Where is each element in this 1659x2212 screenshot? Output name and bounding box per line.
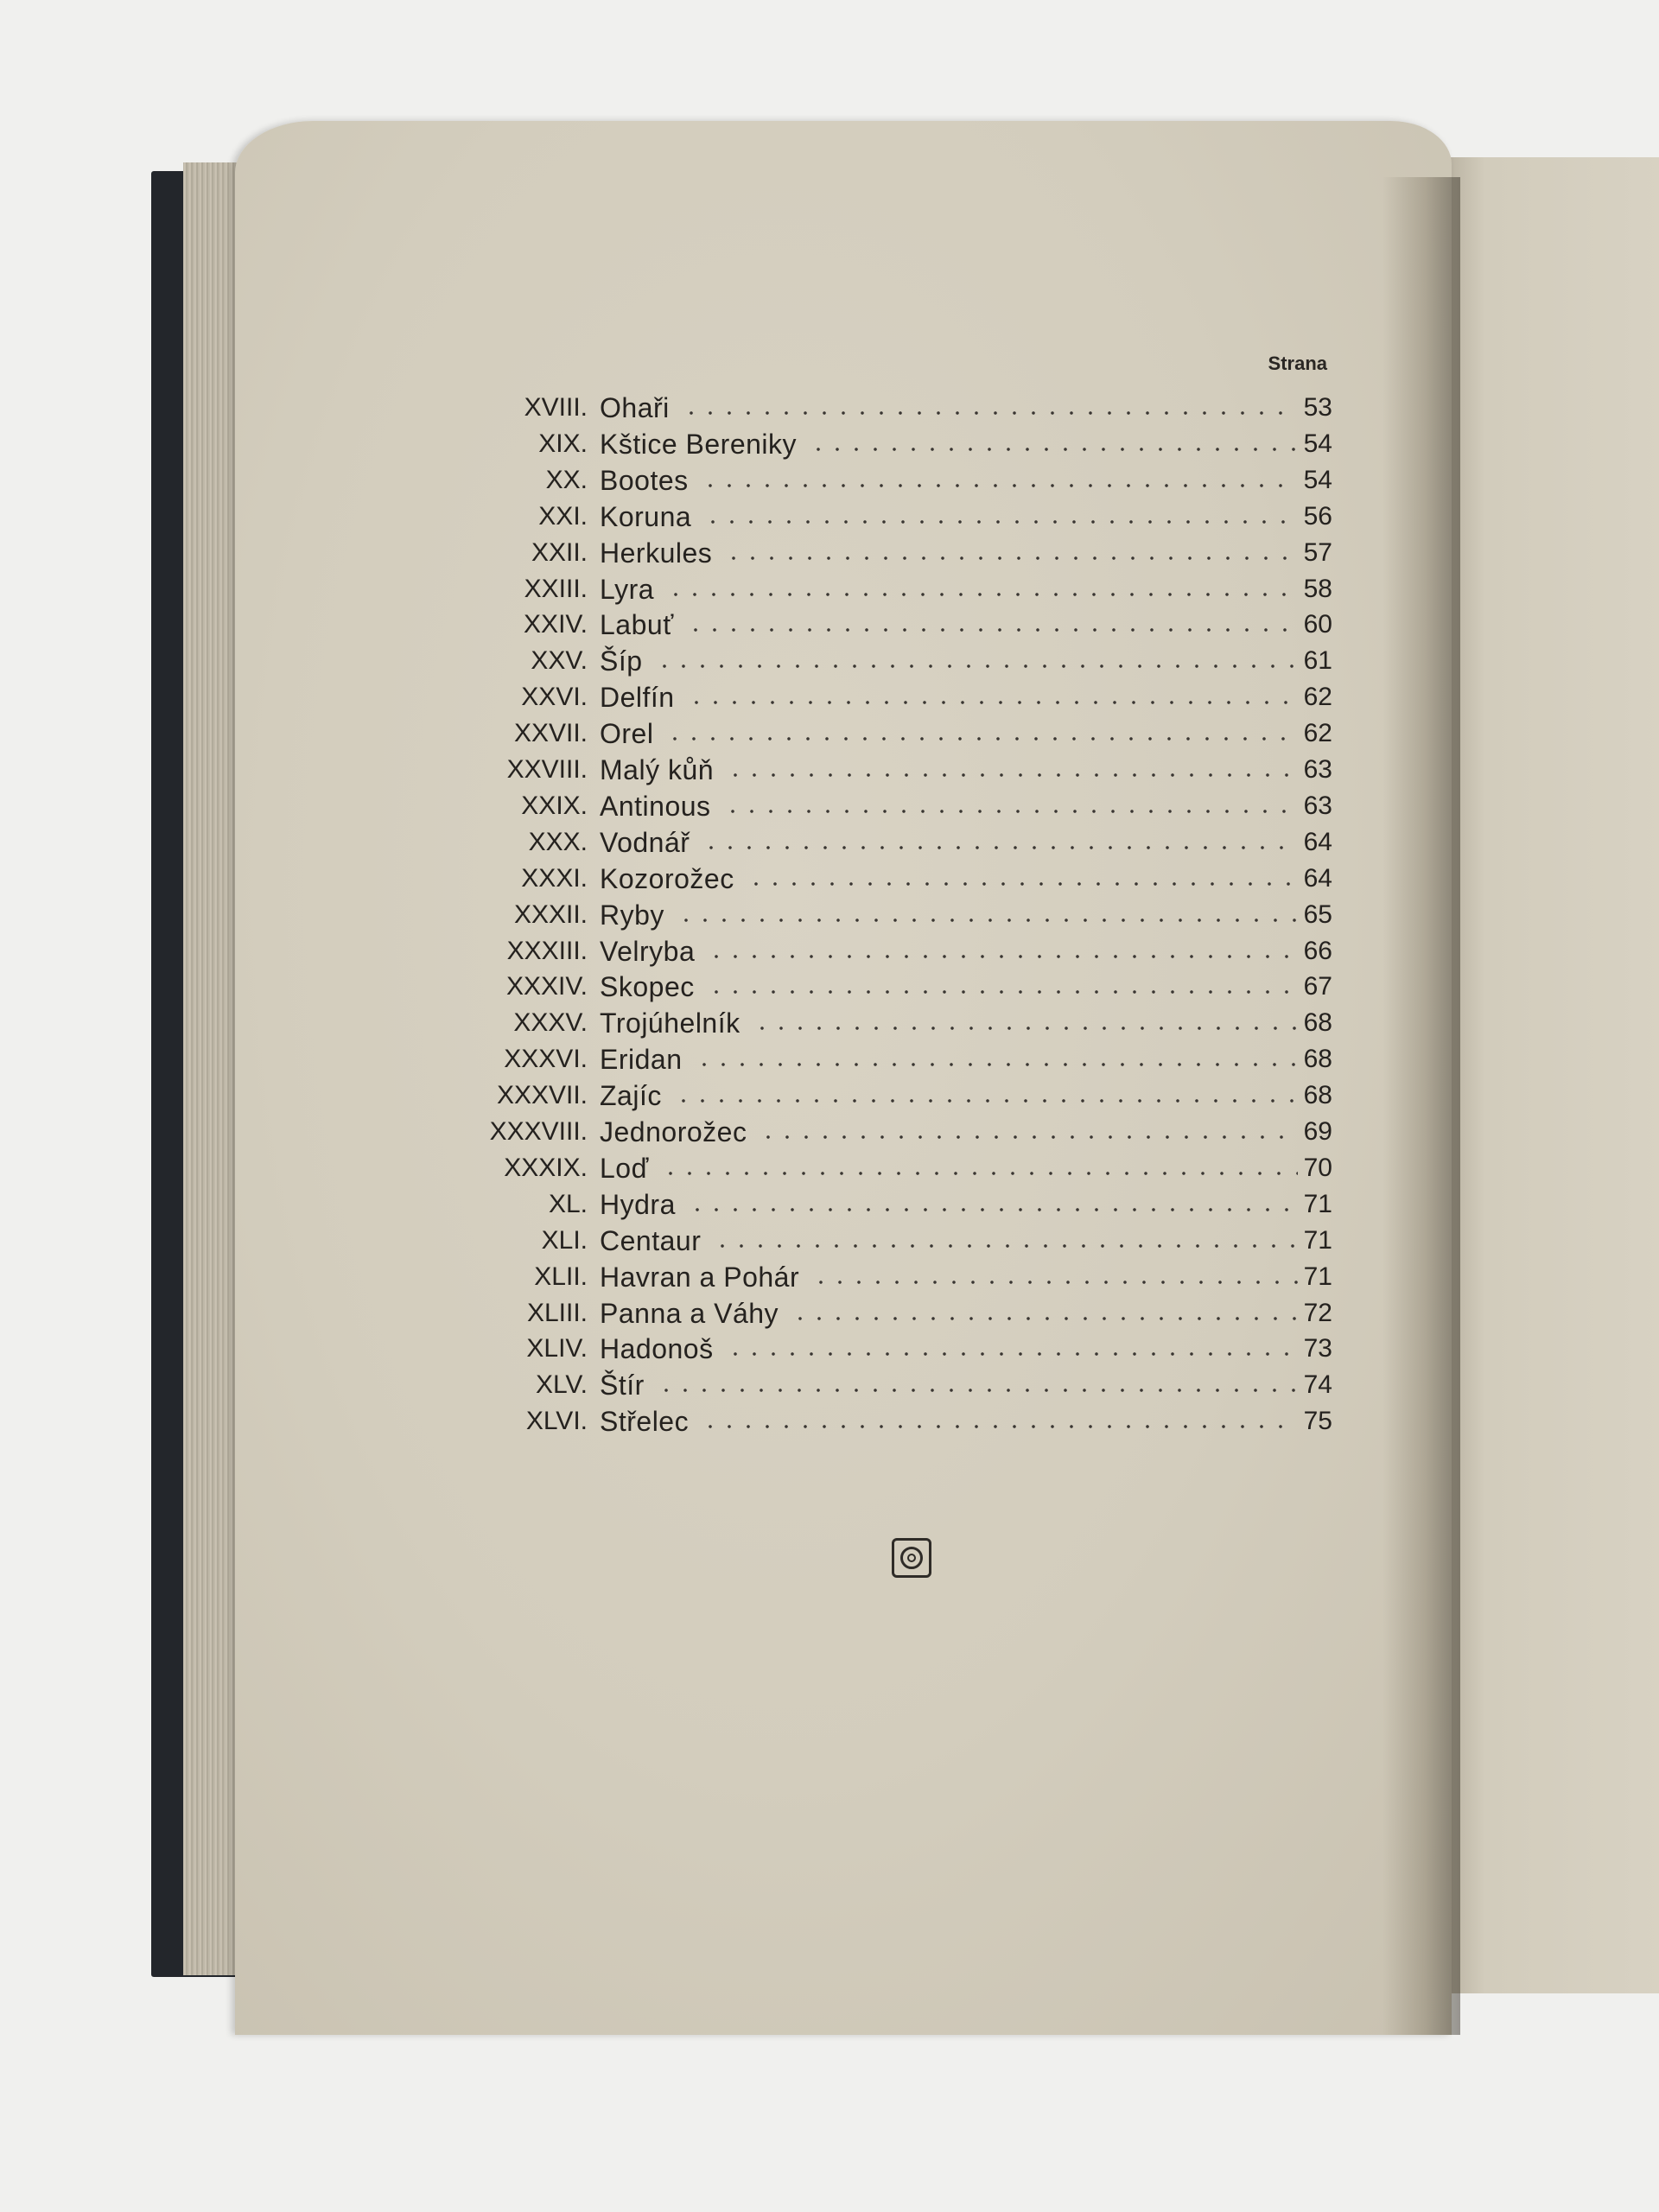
chapter-number: XLI. bbox=[541, 1225, 588, 1255]
chapter-number: XXX. bbox=[528, 827, 588, 856]
dot-leader bbox=[687, 701, 1298, 704]
page-number: 71 bbox=[1303, 1189, 1332, 1218]
dot-leader bbox=[674, 1099, 1298, 1103]
chapter-title: Koruna bbox=[600, 500, 692, 532]
toc-entry bbox=[0, 753, 1659, 787]
dot-leader bbox=[759, 1135, 1298, 1139]
chapter-number: XXXIX. bbox=[504, 1153, 588, 1182]
chapter-title: Lyra bbox=[600, 573, 655, 605]
dot-leader bbox=[701, 1425, 1298, 1428]
chapter-title: Bootes bbox=[600, 464, 689, 496]
chapter-number: XXXVII. bbox=[496, 1081, 588, 1110]
toc-entry bbox=[0, 680, 1659, 715]
chapter-title: Ryby bbox=[600, 899, 664, 931]
toc-entry bbox=[0, 1224, 1659, 1258]
chapter-number: XL. bbox=[548, 1189, 588, 1218]
page-number: 73 bbox=[1303, 1334, 1332, 1363]
toc-entry bbox=[0, 536, 1659, 570]
page-number: 64 bbox=[1303, 863, 1332, 893]
toc-entry bbox=[0, 427, 1659, 461]
toc-entry bbox=[0, 716, 1659, 751]
chapter-title: Kozorožec bbox=[600, 862, 734, 894]
chapter-number: XXXI. bbox=[521, 863, 588, 893]
page-number: 65 bbox=[1303, 899, 1332, 929]
toc-entry bbox=[0, 1260, 1659, 1294]
page-number: 74 bbox=[1303, 1370, 1332, 1400]
concentric-circle-square-icon bbox=[892, 1538, 931, 1578]
toc-entry bbox=[0, 825, 1659, 860]
dot-leader bbox=[666, 593, 1298, 596]
dot-leader bbox=[655, 664, 1298, 668]
chapter-title: Skopec bbox=[600, 971, 695, 1003]
chapter-number: XXXIII. bbox=[506, 936, 588, 965]
page-number: 58 bbox=[1303, 574, 1332, 603]
toc-entry bbox=[0, 499, 1659, 534]
chapter-number: XXIX. bbox=[521, 791, 588, 820]
chapter-title: Malý kůň bbox=[600, 754, 715, 785]
dot-leader bbox=[724, 556, 1298, 560]
page-number: 63 bbox=[1303, 791, 1332, 820]
page-number: 60 bbox=[1303, 610, 1332, 639]
page-number: 71 bbox=[1303, 1225, 1332, 1255]
toc-entry bbox=[0, 1187, 1659, 1222]
chapter-number: XXVIII. bbox=[506, 755, 588, 784]
toc-entry bbox=[0, 1006, 1659, 1040]
page-number: 71 bbox=[1303, 1262, 1332, 1291]
toc-entry bbox=[0, 572, 1659, 607]
dot-leader bbox=[682, 411, 1298, 415]
chapter-title: Trojúhelník bbox=[600, 1007, 741, 1039]
page-number: 70 bbox=[1303, 1153, 1332, 1182]
chapter-number: XIX. bbox=[538, 429, 588, 458]
toc-entry bbox=[0, 934, 1659, 969]
dot-leader bbox=[695, 1063, 1298, 1066]
page-number: 64 bbox=[1303, 827, 1332, 856]
chapter-title: Loď bbox=[600, 1152, 649, 1184]
chapter-title: Antinous bbox=[600, 790, 711, 822]
chapter-number: XLV. bbox=[535, 1370, 588, 1400]
toc-entry bbox=[0, 391, 1659, 425]
chapter-title: Hydra bbox=[600, 1188, 676, 1220]
dot-leader bbox=[661, 1172, 1298, 1175]
chapter-number: XLIII. bbox=[526, 1298, 588, 1327]
dot-leader bbox=[723, 810, 1298, 813]
chapter-number: XXIII. bbox=[524, 574, 588, 603]
toc-entry bbox=[0, 789, 1659, 823]
chapter-number: XLVI. bbox=[525, 1407, 588, 1436]
dot-leader bbox=[702, 846, 1298, 849]
page-number: 69 bbox=[1303, 1117, 1332, 1146]
dot-leader bbox=[707, 955, 1298, 958]
chapter-title: Delfín bbox=[600, 682, 675, 714]
page-column-header: Strana bbox=[1268, 353, 1327, 374]
chapter-title: Orel bbox=[600, 718, 654, 750]
chapter-number: XXI. bbox=[538, 501, 588, 531]
dot-leader bbox=[713, 1244, 1298, 1248]
chapter-title: Jednorožec bbox=[600, 1116, 747, 1147]
chapter-title: Vodnář bbox=[600, 826, 690, 858]
chapter-title: Panna a Váhy bbox=[600, 1297, 779, 1329]
chapter-number: XXXVIII. bbox=[489, 1117, 588, 1146]
chapter-number: XXXVI. bbox=[504, 1045, 588, 1074]
toc-entry bbox=[0, 1296, 1659, 1331]
dot-leader bbox=[657, 1389, 1298, 1392]
dot-leader bbox=[701, 484, 1298, 487]
dot-leader bbox=[686, 628, 1298, 632]
dot-leader bbox=[707, 990, 1298, 994]
page-number: 68 bbox=[1303, 1081, 1332, 1110]
chapter-number: XXVI. bbox=[521, 683, 588, 712]
page-number: 54 bbox=[1303, 429, 1332, 458]
page-number: 75 bbox=[1303, 1407, 1332, 1436]
dot-leader bbox=[811, 1281, 1298, 1284]
chapter-title: Střelec bbox=[600, 1406, 690, 1438]
page-number: 56 bbox=[1303, 501, 1332, 531]
chapter-title: Havran a Pohár bbox=[600, 1261, 800, 1293]
chapter-number: XXXV. bbox=[513, 1008, 588, 1038]
toc-entry bbox=[0, 1151, 1659, 1185]
page-number: 66 bbox=[1303, 936, 1332, 965]
page-number: 54 bbox=[1303, 465, 1332, 494]
toc-entry bbox=[0, 644, 1659, 678]
page-number: 62 bbox=[1303, 719, 1332, 748]
chapter-title: Labuť bbox=[600, 609, 674, 641]
toc-entry bbox=[0, 861, 1659, 896]
chapter-title: Hadonoš bbox=[600, 1333, 714, 1365]
chapter-title: Ohaři bbox=[600, 392, 670, 423]
toc-entry bbox=[0, 1404, 1659, 1439]
dot-leader bbox=[726, 773, 1298, 777]
dot-leader bbox=[791, 1317, 1298, 1320]
chapter-number: XXII. bbox=[531, 537, 588, 567]
toc-entry bbox=[0, 1115, 1659, 1149]
chapter-title: Štír bbox=[600, 1370, 645, 1402]
page-number: 57 bbox=[1303, 537, 1332, 567]
toc-entry bbox=[0, 1332, 1659, 1366]
chapter-title: Kštice Bereniky bbox=[600, 428, 798, 460]
toc-entry bbox=[0, 969, 1659, 1004]
chapter-number: XXVII. bbox=[513, 719, 588, 748]
chapter-title: Eridan bbox=[600, 1044, 683, 1076]
dot-leader bbox=[677, 918, 1298, 922]
toc-entry bbox=[0, 1368, 1659, 1402]
chapter-number: XLII. bbox=[534, 1262, 588, 1291]
page-number: 61 bbox=[1303, 646, 1332, 676]
dot-leader bbox=[747, 882, 1298, 886]
dot-leader bbox=[726, 1352, 1298, 1356]
chapter-number: XXV. bbox=[531, 646, 588, 676]
page-number: 68 bbox=[1303, 1045, 1332, 1074]
page-number: 72 bbox=[1303, 1298, 1332, 1327]
chapter-number: XX. bbox=[545, 465, 588, 494]
chapter-number: XLIV. bbox=[526, 1334, 588, 1363]
page-number: 53 bbox=[1303, 393, 1332, 422]
dot-leader bbox=[703, 520, 1298, 524]
dot-leader bbox=[809, 448, 1298, 451]
dot-leader bbox=[753, 1027, 1298, 1030]
chapter-title: Herkules bbox=[600, 537, 713, 569]
chapter-number: XXIV. bbox=[524, 610, 588, 639]
chapter-title: Velryba bbox=[600, 935, 696, 967]
chapter-number: XVIII. bbox=[524, 393, 588, 422]
chapter-title: Centaur bbox=[600, 1224, 702, 1256]
toc-entry bbox=[0, 607, 1659, 642]
page-number: 68 bbox=[1303, 1008, 1332, 1038]
toc-entry bbox=[0, 1078, 1659, 1113]
dot-leader bbox=[688, 1208, 1298, 1211]
toc-entry bbox=[0, 898, 1659, 932]
page-number: 67 bbox=[1303, 972, 1332, 1001]
page-number: 63 bbox=[1303, 755, 1332, 784]
toc-entry bbox=[0, 1042, 1659, 1077]
chapter-number: XXXIV. bbox=[506, 972, 588, 1001]
chapter-number: XXXII. bbox=[513, 899, 588, 929]
dot-leader bbox=[665, 737, 1298, 741]
toc-entry bbox=[0, 463, 1659, 498]
chapter-title: Zajíc bbox=[600, 1080, 662, 1112]
page-number: 62 bbox=[1303, 683, 1332, 712]
chapter-title: Šíp bbox=[600, 645, 643, 677]
